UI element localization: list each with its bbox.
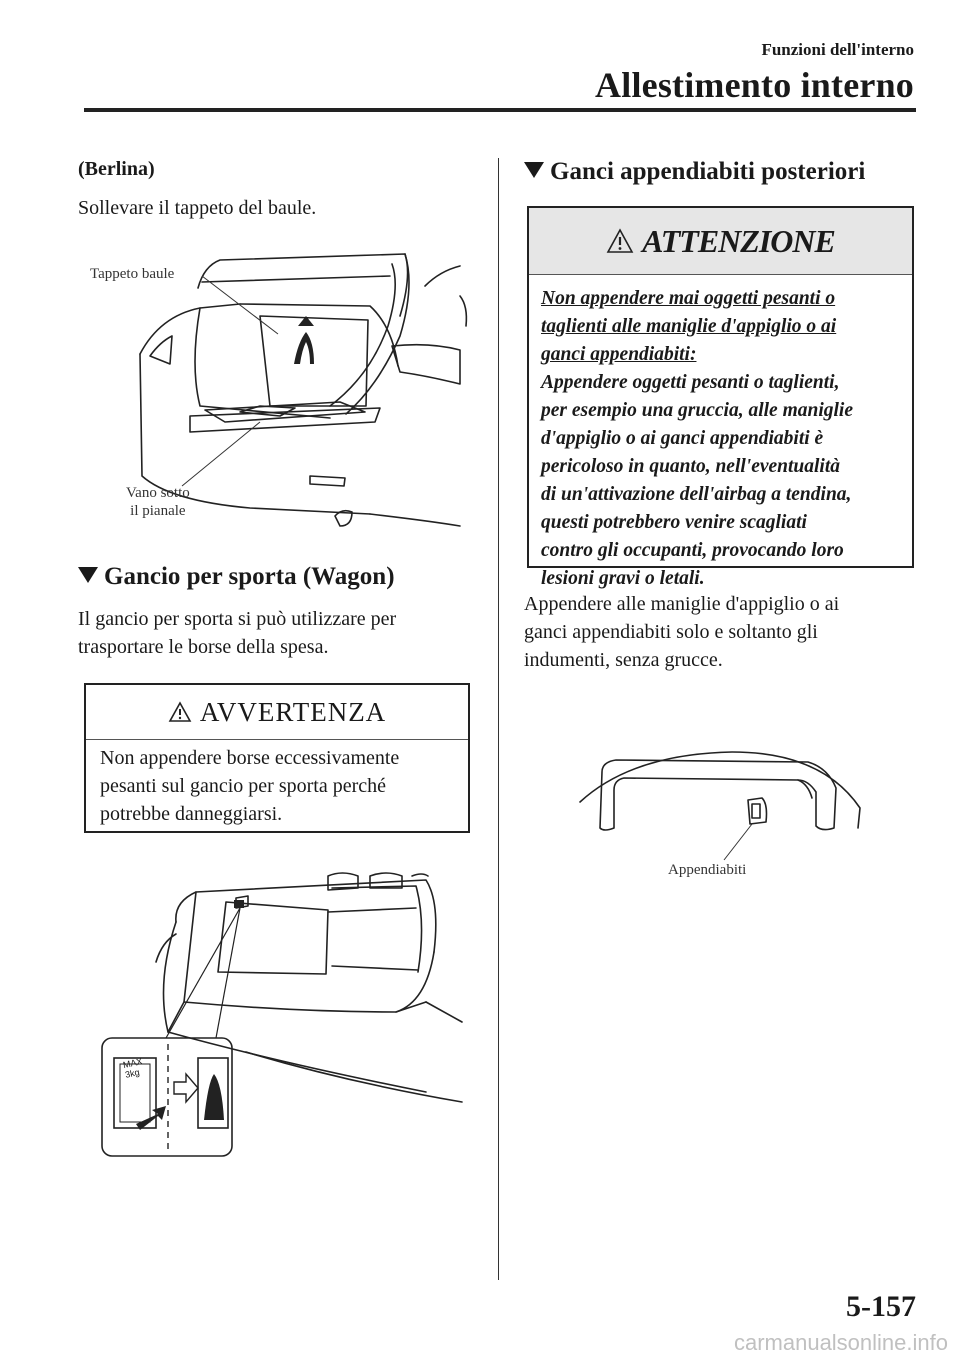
grab-handle-illustration: [572, 748, 872, 868]
warning-title: AVVERTENZA: [199, 696, 387, 727]
warning-body: Non appendere borse eccessivamente pesanti sul gancio per sporta perché potrebbe danneggiarsi.: [100, 747, 400, 825]
max-load-tag: MAX 3kg: [122, 1056, 144, 1080]
coat-hooks-heading: Ganci appendiabiti posteriori: [524, 158, 865, 186]
page-number: 5-157: [846, 1290, 916, 1323]
page-title: Allestimento interno: [595, 65, 914, 105]
wagon-heading: Gancio per sporta (Wagon): [78, 563, 395, 591]
triangle-bullet-icon: [78, 567, 98, 583]
warning-box-header: [86, 685, 468, 740]
watermark: carmanualsonline.info: [733, 1330, 948, 1355]
wagon-text: Il gancio per sporta si può utilizzare per trasportare le borse della spesa.: [78, 608, 397, 658]
fig3-label-coat-hook: Appendiabiti: [668, 862, 747, 878]
coat-hooks-text: Appendere alle maniglie d'appiglio o ai ganci appendiabiti solo e soltanto gli indumenti, senza grucce.: [524, 593, 840, 671]
caution-title: ATTENZIONE: [642, 222, 835, 259]
section-header: Funzioni dell'interno: [761, 40, 914, 59]
wagon-cargo-illustration: [96, 862, 466, 1162]
caution-box: [527, 206, 914, 589]
berlina-text: Sollevare il tappeto del baule.: [78, 197, 317, 219]
column-divider: [498, 158, 499, 1280]
warning-triangle-icon: [606, 228, 634, 254]
header-rule: [84, 108, 916, 112]
berlina-label: (Berlina): [78, 158, 155, 180]
fig1-label-trunk-mat: Tappeto baule: [90, 266, 175, 282]
triangle-bullet-icon: [524, 162, 544, 178]
warning-triangle-icon: [168, 701, 192, 723]
warning-box: [84, 683, 470, 833]
caution-box-header: [529, 208, 912, 275]
fig1-label-underfloor: Vano sotto il pianale: [126, 485, 190, 519]
caution-body: Non appendere mai oggetti pesanti o taglienti alle maniglie d'appiglio o ai ganci appendiabiti: Appendere oggetti pesanti o taglienti, per esempio una gruccia, alle maniglie d'appiglio o ai ganci appendiabiti è pericoloso in quanto, nell'eventualità di un'attivazione dell'airbag a tendina, questi potrebbero venire scagliati contro gli occupanti, provocando loro lesioni gravi o letali.: [541, 288, 853, 589]
